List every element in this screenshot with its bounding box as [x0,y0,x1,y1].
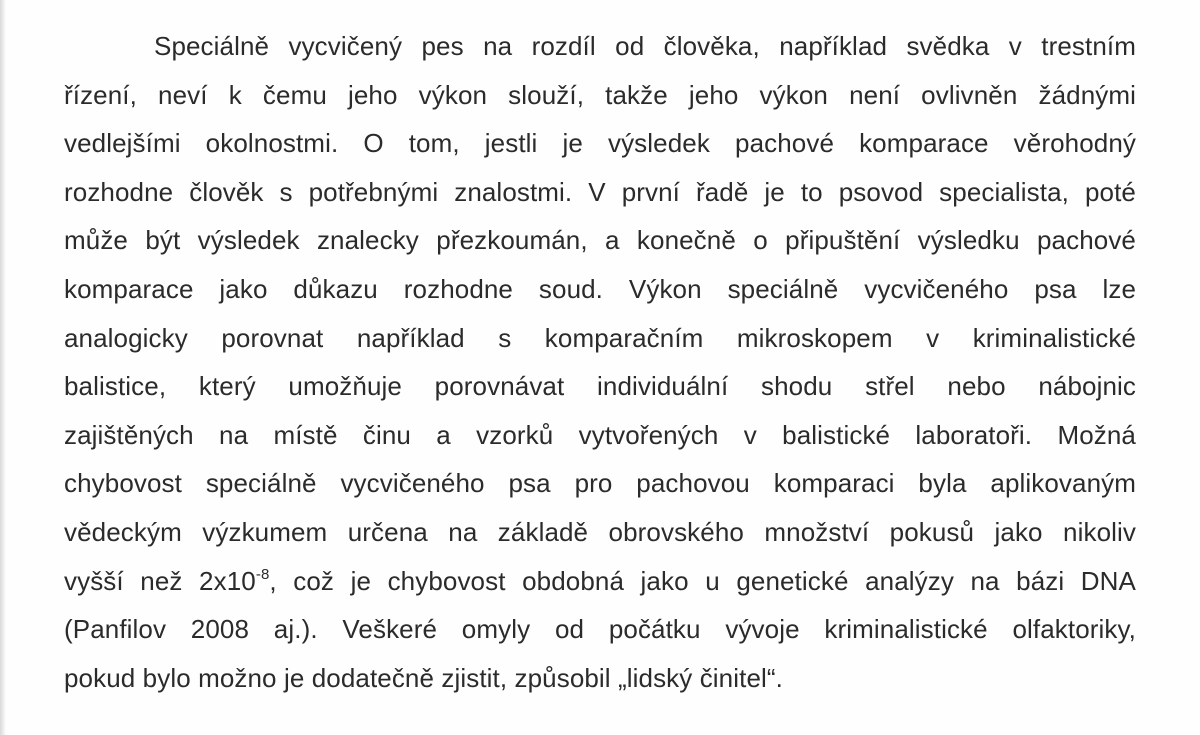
scan-edge-shadow [0,0,6,735]
text-line: analogicky porovnat například s komparačním mikroskopem v kriminalistické [64,322,1136,353]
text-line: (Panfilov 2008 aj.). Veškeré omyly od počátku vývoje kriminalistické olfaktoriky, [64,614,1136,645]
text-line: řízení, neví k čemu jeho výkon slouží, takže jeho výkon není ovlivněn žádnými [64,79,1136,110]
text-segment: , což je chybovost obdobná jako u genetické analýzy na bázi DNA [269,565,1137,596]
text-line: pokud bylo možno je dodatečně zjistit, způsobil „lidský činitel“. [64,662,783,693]
text-line: komparace jako důkazu rozhodne soud. Výkon speciálně vycvičeného psa lze [64,273,1136,304]
text-line: Speciálně vycvičený pes na rozdíl od člověka, například svědka v trestním [154,31,1136,61]
text-line-with-superscript [64,557,1136,606]
superscript-exponent: -8 [255,565,270,583]
text-line: vedlejšími okolnostmi. O tom, jestli je výsledek pachové komparace věrohodný [64,128,1136,159]
text-line: rozhodne člověk s potřebnými znalostmi. V první řadě je to psovod specialista, poté [64,176,1136,207]
paragraph [64,22,1136,702]
text-line: může být výsledek znalecky přezkoumán, a konečně o připuštění výsledku pachové [64,225,1136,256]
text-segment: vyšší než 2x10 [64,565,256,596]
text-line: vědeckým výzkumem určena na základě obrovského množství pokusů jako nikoliv [64,516,1136,547]
text-line: zajištěných na místě činu a vzorků vytvořených v balistické laboratoři. Možná [64,419,1136,450]
text-line: chybovost speciálně vycvičeného psa pro pachovou komparaci byla aplikovaným [64,468,1136,499]
text-line: balistice, který umožňuje porovnávat individuální shodu střel nebo nábojnic [64,371,1136,402]
